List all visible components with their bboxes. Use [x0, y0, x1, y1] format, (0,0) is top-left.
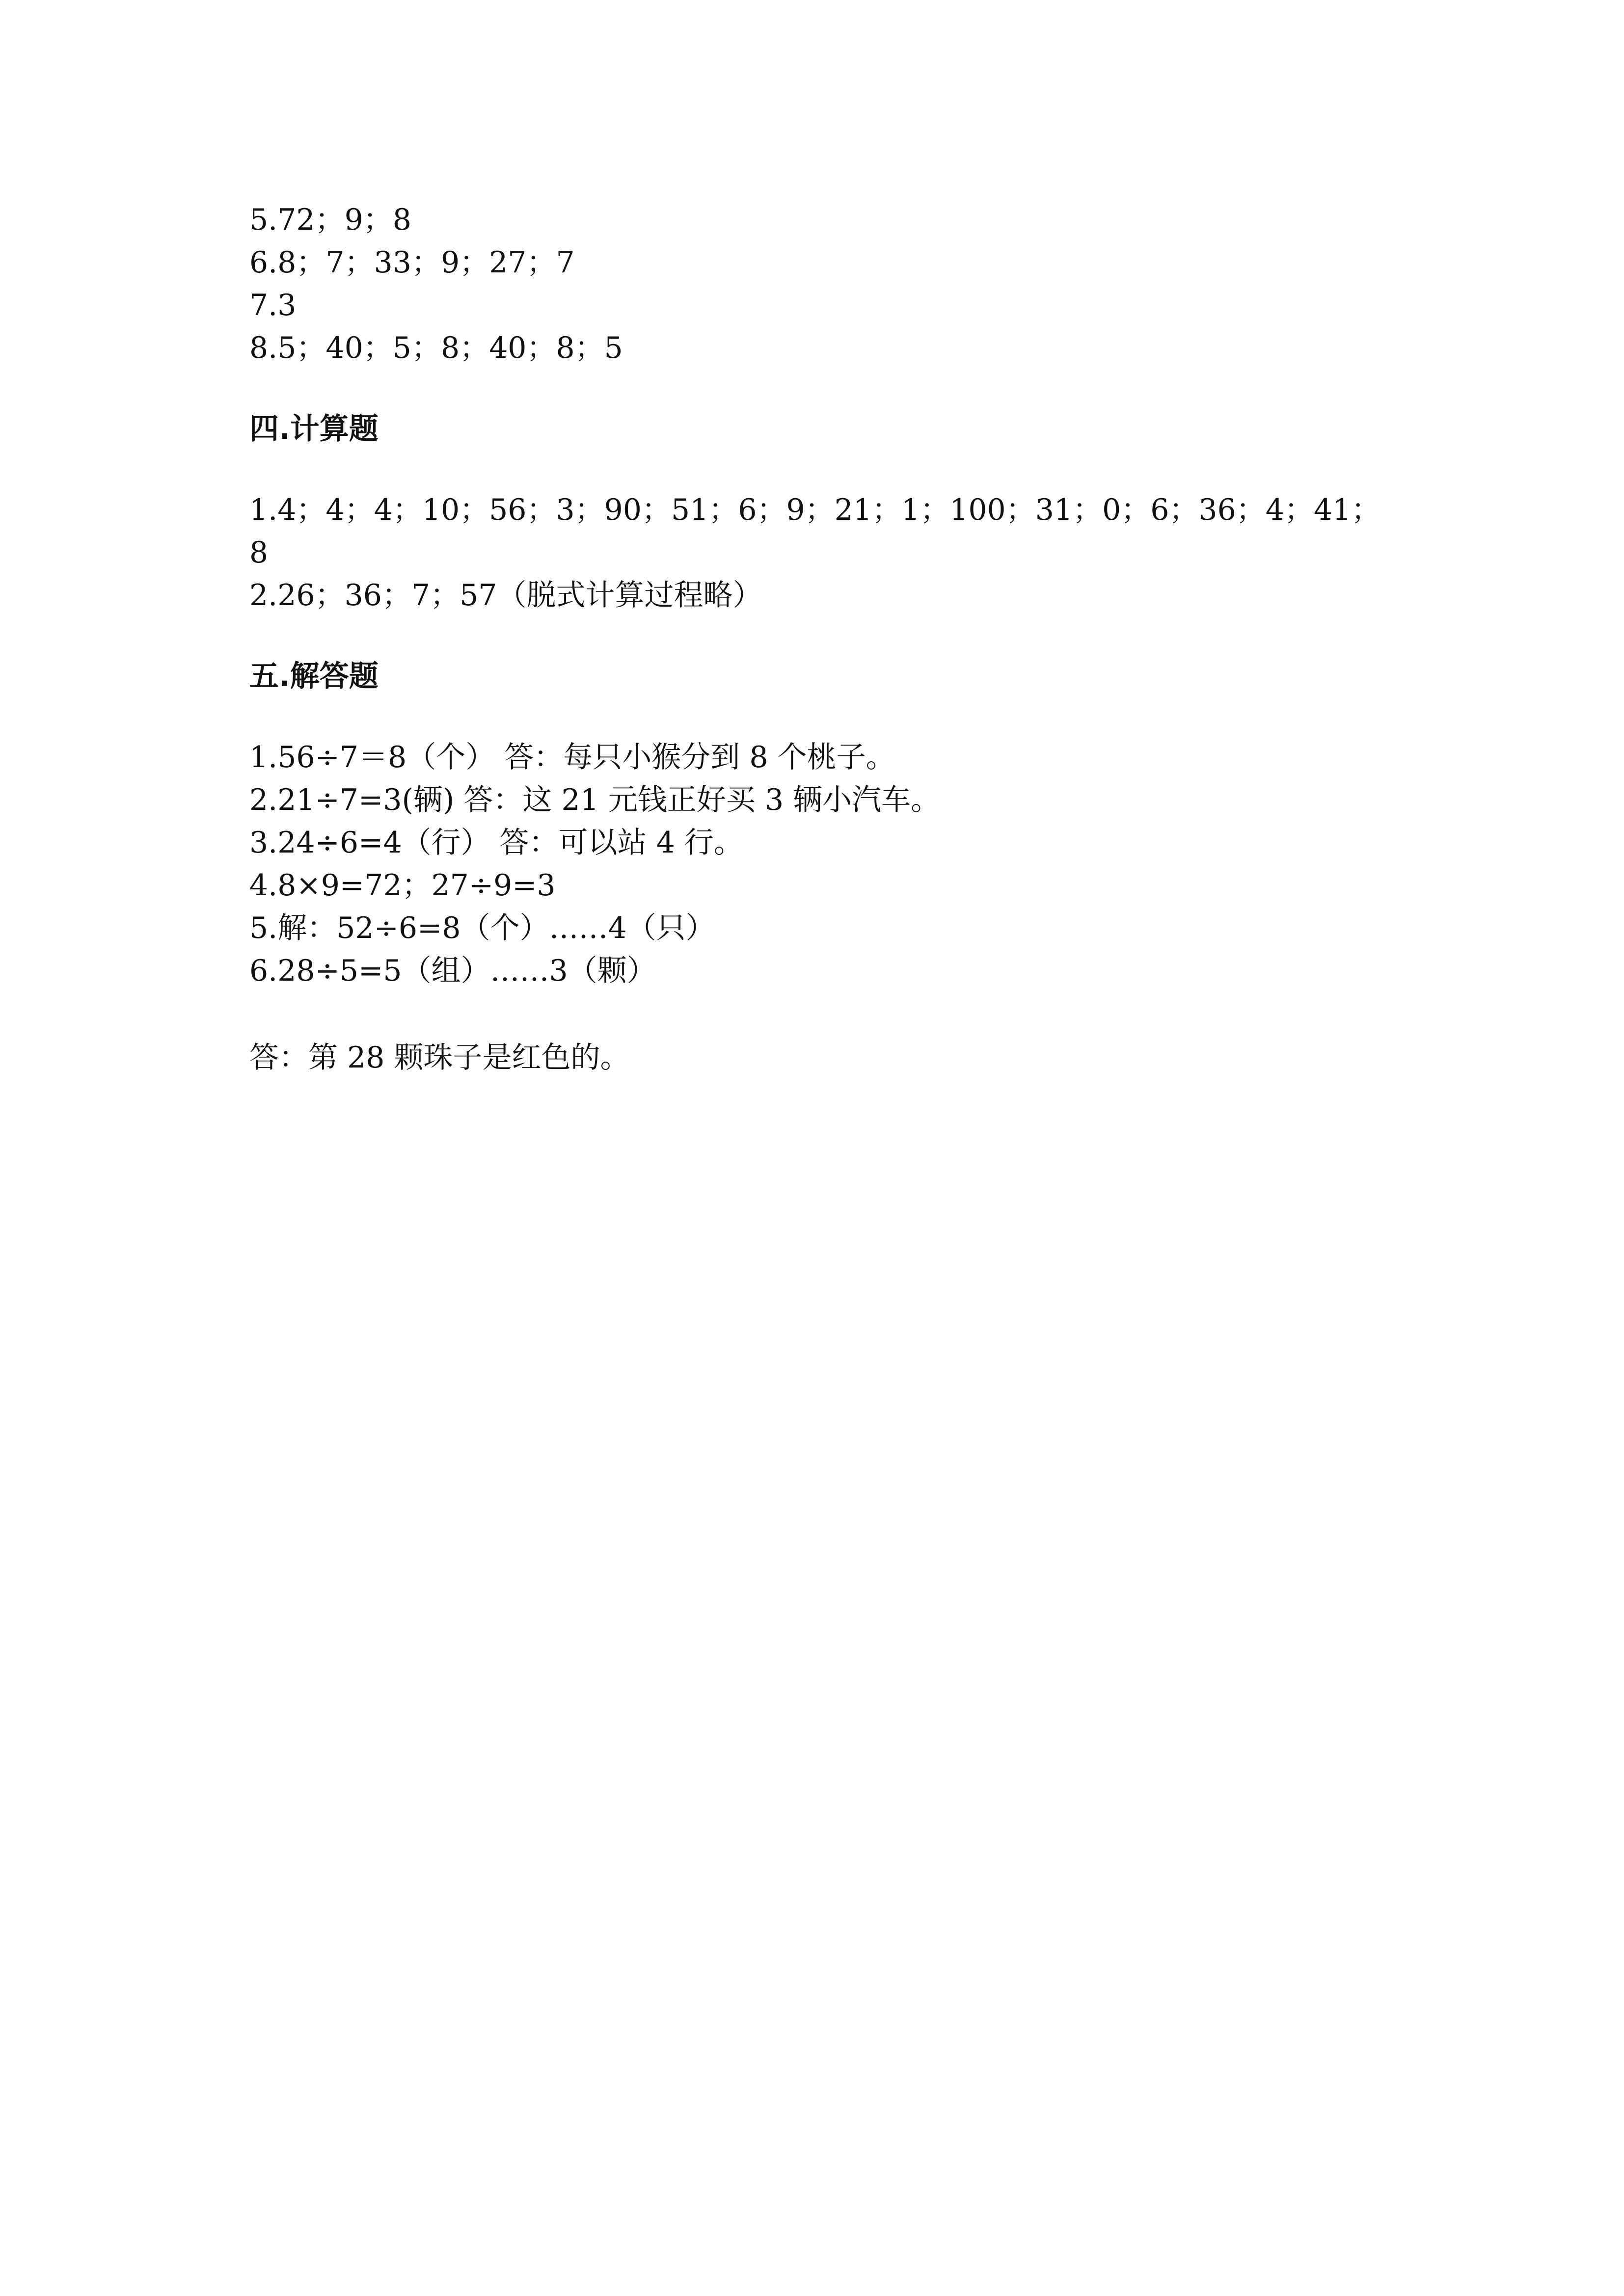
- calculation-line-2: 2.26；36；7；57（脱式计算过程略）: [249, 578, 762, 613]
- section-heading-word-problems: 五.解答题: [249, 659, 379, 694]
- word-problem-line-4: 4.8×9=72；27÷9=3: [249, 868, 556, 903]
- answer-line-6: 6.8；7；33；9；27；7: [249, 245, 575, 280]
- word-problem-line-5: 5.解：52÷6=8（个）……4（只）: [249, 911, 715, 945]
- calculation-line-1: 1.4；4；4；10；56；3；90；51；6；9；21；1；100；31；0；6；36；4；41；: [249, 493, 1381, 527]
- word-problem-line-1: 1.56÷7＝8（个） 答：每只小猴分到 8 个桃子。: [249, 740, 895, 774]
- final-answer: 答：第 28 颗珠子是红色的。: [249, 1041, 630, 1075]
- answer-content: [249, 199, 1379, 1079]
- answer-line-5: 5.72；9；8: [249, 203, 411, 237]
- word-problem-line-6: 6.28÷5=5（组）……3（颗）: [249, 954, 656, 988]
- calculation-line-1-continued: 8: [249, 535, 269, 570]
- word-problem-line-3: 3.24÷6=4（行） 答：可以站 4 行。: [249, 826, 743, 860]
- answer-line-7: 7.3: [249, 288, 297, 322]
- answer-line-8: 8.5；40；5；8；40；8；5: [249, 331, 623, 365]
- section-heading-calculation: 四.计算题: [249, 412, 379, 446]
- word-problem-line-2: 2.21÷7=3(辆) 答：这 21 元钱正好买 3 辆小汽车。: [249, 783, 941, 817]
